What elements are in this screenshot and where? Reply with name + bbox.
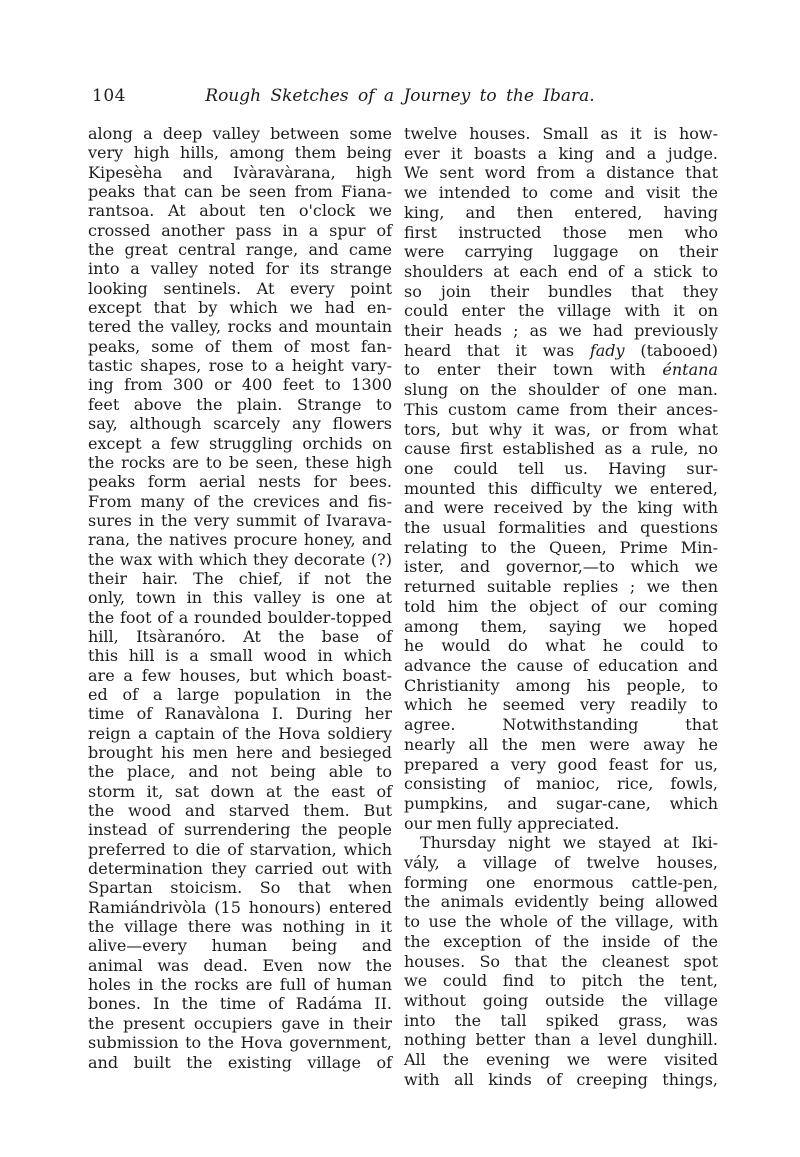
text-line: the great central range, and came: [88, 240, 392, 260]
text-line: preferred to die of starvation, which: [88, 839, 392, 859]
text-line: shoulders at each end of a stick to: [404, 261, 718, 281]
text-line: nothing better than a level dunghill.: [404, 1030, 718, 1050]
text-line: peaks that can be seen from Fiana-: [88, 182, 392, 202]
text-line: the animals evidently being allowed: [404, 892, 718, 912]
text-line: he would do what he could to: [404, 636, 718, 656]
text-line: relating to the Queen, Prime Min-: [404, 537, 718, 557]
text-line: ed of a large population in the: [88, 684, 392, 704]
text-line: ever it boasts a king and a judge.: [404, 143, 718, 163]
text-line: advance the cause of education and: [404, 655, 718, 675]
text-line: submission to the Hova government,: [88, 1033, 392, 1053]
text-line: We sent word from a distance that: [404, 163, 718, 183]
text-line: agree. Notwithstanding that: [404, 715, 718, 735]
running-title: Rough Sketches of a Journey to the Ibara.: [205, 86, 595, 106]
text-line: say, although scarcely any flowers: [88, 414, 392, 434]
text-line: the exception of the inside of the: [404, 931, 718, 951]
text-line: the wood and starved them. But: [88, 801, 392, 821]
text-line: and were received by the king with: [404, 498, 718, 518]
text-line: rana, the natives procure honey, and: [88, 530, 392, 550]
text-line: into the tall spiked grass, was: [404, 1010, 718, 1030]
text-line: the village there was nothing in it: [88, 917, 392, 937]
column-left: [88, 124, 392, 1089]
text-line: heard that it was fady (tabooed): [404, 340, 718, 360]
text-line: their heads ; as we had previously: [404, 321, 718, 341]
text-line: with all kinds of creeping things,: [404, 1069, 718, 1089]
text-line: peaks form aerial nests for bees.: [88, 472, 392, 492]
text-line: holes in the rocks are full of human: [88, 975, 392, 995]
text-line: tered the valley, rocks and mountain: [88, 317, 392, 337]
text-line: peaks, some of them of most fan-: [88, 336, 392, 356]
text-line: Thursday night we stayed at Iki-: [420, 833, 718, 853]
text-line: the rocks are to be seen, these high: [88, 452, 392, 472]
text-line: only, town in this valley is one at: [88, 588, 392, 608]
text-line: forming one enormous cattle-pen,: [404, 872, 718, 892]
text-line: one could tell us. Having sur-: [404, 458, 718, 478]
text-line: without going outside the village: [404, 990, 718, 1010]
text-line: very high hills, among them being: [88, 143, 392, 163]
text-line: animal was dead. Even now the: [88, 955, 392, 975]
text-line: except that by which we had en-: [88, 298, 392, 318]
text-line: alive—every human being and: [88, 936, 392, 956]
text-line: into a valley noted for its strange: [88, 259, 392, 279]
text-line: storm it, sat down at the east of: [88, 781, 392, 801]
text-line: instead of surrendering the people: [88, 820, 392, 840]
text-line: This custom came from their ances-: [404, 399, 718, 419]
text-line: Ramiándrivòla (15 honours) entered: [88, 897, 392, 917]
text-line: which he seemed very readily to: [404, 695, 718, 715]
text-line: ister, and governor,—to which we: [404, 557, 718, 577]
text-line: and built the existing village of: [88, 1052, 392, 1072]
text-line: the present occupiers gave in their: [88, 1013, 392, 1033]
text-line: the place, and not being able to: [88, 762, 392, 782]
text-line: bones. In the time of Radáma II.: [88, 994, 392, 1014]
text-line: feet above the plain. Strange to: [88, 394, 392, 414]
text-line: prepared a very good feast for us,: [404, 754, 718, 774]
text-line: Christianity among his people, to: [404, 675, 718, 695]
text-line: sures in the very summit of Ivarava-: [88, 510, 392, 530]
text-line: were carrying luggage on their: [404, 242, 718, 262]
text-line: we could find to pitch the tent,: [404, 971, 718, 991]
text-line: time of Ranavàlona I. During her: [88, 704, 392, 724]
text-line: king, and then entered, having: [404, 202, 718, 222]
text-line: nearly all the men were away he: [404, 734, 718, 754]
text-line: brought his men here and besieged: [88, 743, 392, 762]
text-line: cause first established as a rule, no: [404, 439, 718, 459]
text-line: crossed another pass in a spur of: [88, 220, 392, 240]
text-line: first instructed those men who: [404, 222, 718, 242]
text-line: determination they carried out with: [88, 859, 392, 879]
page-header: [0, 86, 800, 110]
text-line: so join their bundles that they: [404, 281, 718, 301]
text-line: returned suitable replies ; we then: [404, 577, 718, 597]
text-line: slung on the shoulder of one man.: [404, 380, 718, 400]
text-line: pumpkins, and sugar-cane, which: [404, 793, 718, 813]
text-line: to enter their town with éntana: [404, 360, 718, 380]
text-line: From many of the crevices and fis-: [88, 491, 392, 511]
text-line: the wax with which they decorate (?): [88, 549, 392, 569]
text-line: among them, saying we hoped: [404, 616, 718, 636]
text-line: along a deep valley between some: [88, 124, 392, 143]
text-line: twelve houses. Small as it is how-: [404, 124, 718, 143]
text-line: tastic shapes, rose to a height vary-: [88, 356, 392, 376]
text-line: this hill is a small wood in which: [88, 646, 392, 666]
column-right: [404, 124, 718, 1089]
text-line: could enter the village with it on: [404, 301, 718, 321]
text-line: ing from 300 or 400 feet to 1300: [88, 375, 392, 395]
text-line: our men fully appreciated.: [404, 813, 620, 833]
text-line: looking sentinels. At every point: [88, 278, 392, 298]
text-line: hill, Itsàranóro. At the base of: [88, 626, 392, 646]
text-line: mounted this difficulty we entered,: [404, 478, 718, 498]
text-line: are a few houses, but which boast-: [88, 665, 392, 685]
text-line: vály, a village of twelve houses,: [404, 853, 718, 873]
text-line: rantsoa. At about ten o'clock we: [88, 201, 392, 221]
text-line: to use the whole of the village, with: [404, 912, 718, 932]
text-line: All the evening we were visited: [404, 1050, 718, 1070]
text-line: Spartan stoicism. So that when: [88, 878, 392, 898]
text-line: Kipesèha and Ivàravàrana, high: [88, 162, 392, 182]
text-line: reign a captain of the Hova soldiery: [88, 723, 392, 743]
text-line: their hair. The chief, if not the: [88, 568, 392, 588]
text-columns: [88, 124, 718, 1089]
text-line: the foot of a rounded boulder-topped: [88, 607, 392, 627]
text-line: we intended to come and visit the: [404, 183, 718, 203]
text-line: told him the object of our coming: [404, 596, 718, 616]
text-line: houses. So that the cleanest spot: [404, 951, 718, 971]
page-number: 104: [92, 86, 126, 106]
text-line: except a few struggling orchids on: [88, 433, 392, 453]
text-line: consisting of manioc, rice, fowls,: [404, 774, 718, 794]
text-line: tors, but why it was, or from what: [404, 419, 718, 439]
text-line: the usual formalities and questions: [404, 518, 718, 538]
